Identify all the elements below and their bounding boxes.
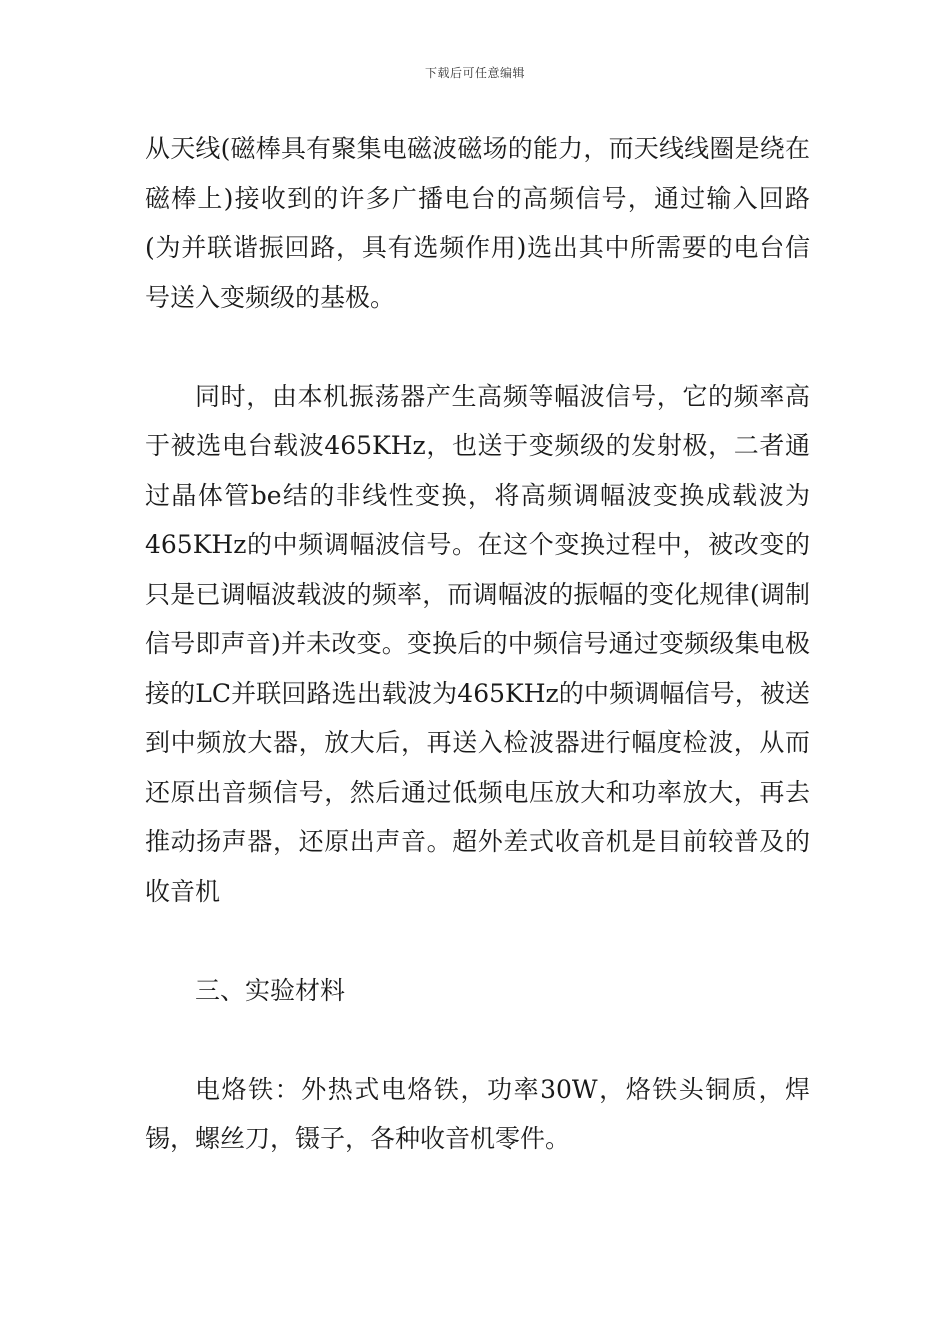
paragraph-materials-list: 电烙铁：外热式电烙铁，功率30W，烙铁头铜质，焊锡，螺丝刀，镊子，各种收音机零件。 [145,1074,810,1153]
paragraph-antenna-input: 从天线(磁棒具有聚集电磁波磁场的能力，而天线线圈是绕在磁棒上)接收到的许多广播电台的高频信号，通过输入回路(为并联谐振回路，具有选频作用)选出其中所需要的电台信号送入变频级的基极。 [145,134,810,312]
section-heading-materials: 三、实验材料 [195,975,346,1005]
document-body [145,124,810,1164]
page-header: 下载后可任意编辑 [424,66,525,80]
paragraph-frequency-conversion: 同时，由本机振荡器产生高频等幅波信号，它的频率高于被选电台载波465KHz，也送于变频级的发射极，二者通过晶体管be结的非线性变换，将高频调幅波变换成载波为465KHz的中频调幅波信号。在这个变换过程中，被改变的只是已调幅波载波的频率，而调幅波的振幅的变化规律(调制信号即声音)并未改变。变换后的中频信号通过变频级集电极接的LC并联回路选出载波为465KHz的中频调幅信号，被送到中频放大器，放大后，再送入检波器进行幅度检波，从而还原出音频信号，然后通过低频电压放大和功率放大，再去推动扬声器，还原出声音。超外差式收音机是目前较普及的收音机 [145,381,810,906]
